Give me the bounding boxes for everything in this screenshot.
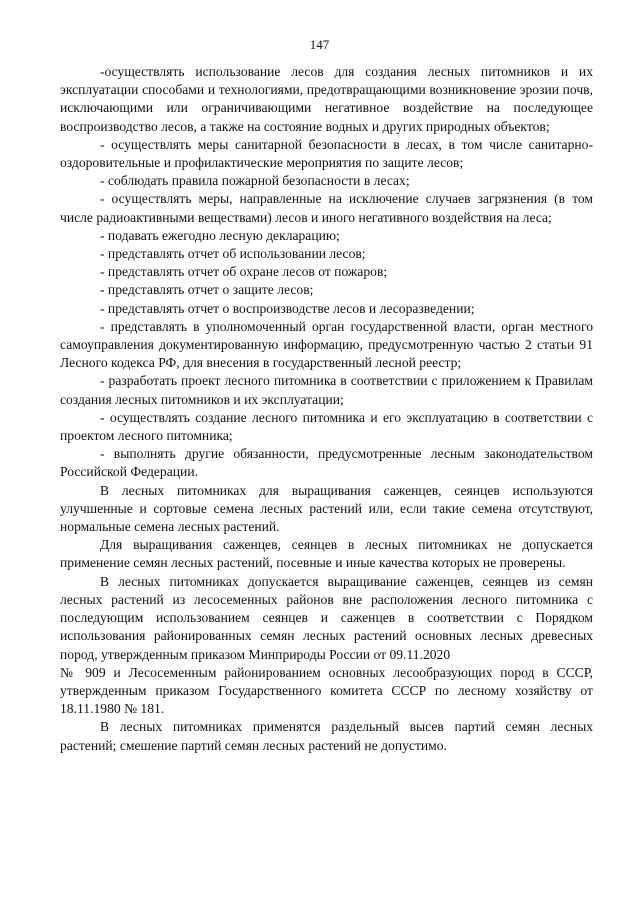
paragraph: - осуществлять меры, направленные на исключение случаев загрязнения (в том числе радиоактивными веществами) лесов и иного негативного воздействия на леса;: [60, 191, 593, 225]
paragraph: Для выращивания саженцев, сеянцев в лесных питомниках не допускается применение семян лесных растений, посевные и иные качества которых не проверены.: [60, 537, 593, 571]
paragraph: - осуществлять создание лесного питомника и его эксплуатацию в соответствии с проектом лесного питомника;: [60, 409, 593, 444]
paragraph: - представлять в уполномоченный орган государственной власти, орган местного самоуправления документированную информацию, предусмотренную частью 2 статьи 91 Лесного кодекса РФ, для внесения в государственный лесной реестр;: [60, 318, 593, 371]
paragraph: В лесных питомниках применятся раздельный высев партий семян лесных растений; смешение партий семян лесных растений не допустимо.: [60, 719, 593, 753]
paragraph: - осуществлять меры санитарной безопасности в лесах, в том числе санитарно-оздоровительные и профилактические мероприятия по защите лесов;: [60, 136, 593, 171]
paragraph: - представлять отчет об охране лесов от пожаров;: [100, 264, 388, 280]
paragraph: - разработать проект лесного питомника в соответствии с приложением к Правилам создания лесных питомников и их эксплуатации;: [60, 373, 593, 407]
paragraph: № 909 и Лесосеменным районированием основных лесообразующих пород в СССР, утвержденным приказом Государственного комитета СССР по лесному хозяйству от 18.11.1980 № 181.: [60, 664, 593, 717]
paragraph: - представлять отчет о защите лесов;: [100, 282, 314, 298]
paragraph: -осуществлять использование лесов для создания лесных питомников и их эксплуатации способами и технологиями, предотвращающими возникновение эрозии почв, исключающими или ограничивающими негативное воздействие на последующее воспроизводство лесов, а также на состояние водных и других природных объектов;: [60, 64, 593, 134]
paragraph: - представлять отчет о воспроизводстве лесов и лесоразведении;: [100, 300, 475, 316]
paragraph: В лесных питомниках для выращивания саженцев, сеянцев используются улучшенные и сортовые семена лесных растений или, если такие семена отсутствуют, нормальные семена лесных растений.: [60, 482, 593, 535]
page-number: 147: [309, 37, 330, 52]
paragraph: - подавать ежегодно лесную декларацию;: [100, 227, 340, 243]
paragraph: - соблюдать правила пожарной безопасности в лесах;: [100, 173, 410, 189]
paragraph: - представлять отчет об использовании лесов;: [100, 246, 366, 262]
paragraph: - выполнять другие обязанности, предусмотренные лесным законодательством Российской Федерации.: [60, 446, 593, 480]
paragraph: В лесных питомниках допускается выращивание саженцев, сеянцев из семян лесных растений из лесосеменных районов вне расположения лесного питомника с последующим использованием сеянцев и саженцев в соответствии с Порядком использования районированных семян лесных растений основных лесных древесных пород, утвержденным приказом Минприроды России от 09.11.2020: [60, 573, 593, 662]
document-body: [60, 63, 593, 755]
